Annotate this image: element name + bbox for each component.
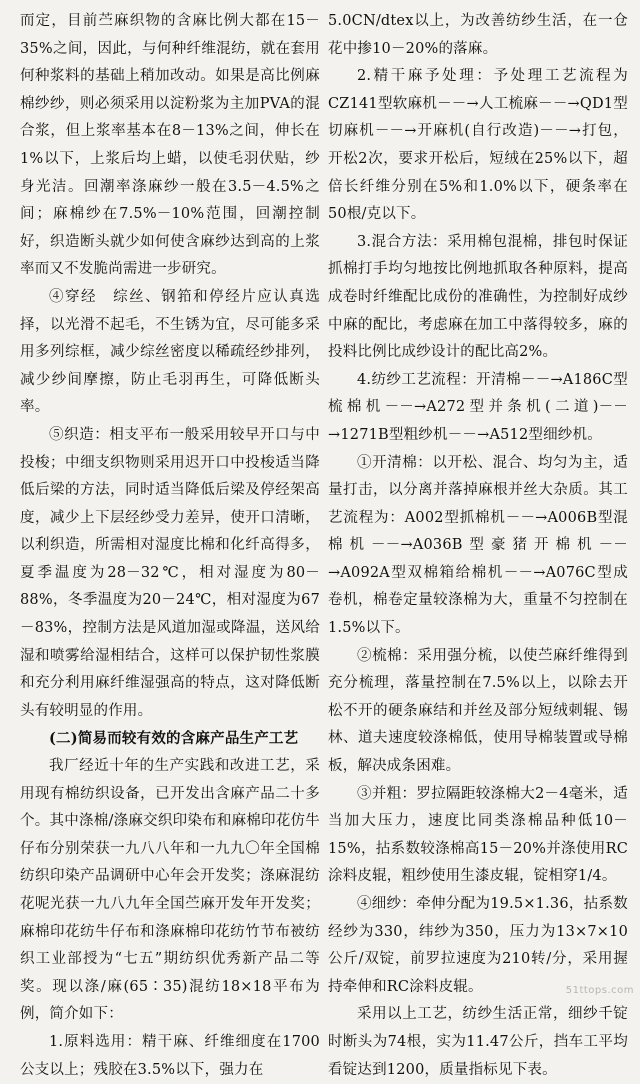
paragraph-carding: ②梳棉：采用强分梳，以使苎麻纤维得到充分梳理，落量控制在7.5%以上，以除去开松不开的硬条麻结和并丝及部分短绒刺辊、锡林、道夫速度较涤棉低，使用导棉装置或导棉板，解决成条困难。 <box>328 647 628 775</box>
left-column <box>20 8 320 1084</box>
paragraph-sizing-continued: 而定，目前苎麻织物的含麻比例大都在15－35%之间，因此，与何种纤维混纺，就在套用何种浆料的基础上稍加改动。如果是高比例麻棉纱纱，则必须采用以淀粉浆为主加PVA的混合浆，但上浆率基本在8－13%之间，伸长在1%以下，上浆后均上蜡，以使毛羽伏贴，纱身光洁。回潮率涤麻纱一般在3.5－4.5%之间；麻棉纱在7.5%－10%范围，回潮控制好，织造断头就少如何使含麻纱达到高的上浆率而又不发脆尚需进一步研究。 <box>20 13 320 278</box>
paragraph-results: 采用以上工艺，纺纱生活正常，细纱千锭时断头为74根，实为11.47公斤，挡车工平均看锭达到1200，质量指标见下表。 <box>328 1006 628 1078</box>
paragraph-weaving: ⑤织造：相支平布一般采用较早开口与中投梭；中细支织物则采用迟开口中投梭适当降低后梁的方法，同时适当降低后梁及停经架高度，减少上下层经纱受力差异，使开口清晰，以利织造，所需相对湿度比棉和化纤高得多，夏季温度为28－32℃，相对湿度为80－88%，冬季温度为20－24℃，相对湿度为67－83%，控制方法是风道加湿或降温，送风给湿和喷雾给湿相结合，这样可以保护韧性浆膜和充分利用麻纤维湿强高的特点，这对降低断头有较明显的作用。 <box>20 426 320 719</box>
paragraph-raw-material: 1.原料选用：精干麻、纤维细度在1700公支以上；残胶在3.5%以下，强力在 <box>20 1033 320 1078</box>
paragraph-raw-material-continued: 5.0CN/dtex以上，为改善纺纱生活，在一仓花中掺10－20%的落麻。 <box>328 13 628 57</box>
paragraph-products-intro: 我厂经近十年的生产实践和改进工艺，采用现有棉纺织设备，已开发出含麻产品二十多个。其中涤棉/涤麻交织印染布和麻棉印花仿牛仔布分别荣获一九八八年和一九九〇年全国棉纺织印染产品调研中心年会开发奖；涤麻混纺花呢光获一九八九年全国苎麻开发年开发奖；麻棉印花纺牛仔布和涤麻棉印花纺竹节布被纺织工业部授为“七五”期纺织优秀新产品二等奖。现以涤/麻(65∶35)混纺18×18平布为例，简介如下： <box>20 758 320 1023</box>
section-heading-process: (二)简易而较有效的含麻产品生产工艺 <box>49 730 299 748</box>
paragraph-spinning-flow: 4.纺纱工艺流程：开清棉－－→A186C型梳棉机－－→A272型并条机(二道)－－→1271B型粗纱机－－→A512型细纱机。 <box>328 371 628 443</box>
paragraph-mixing: 3.混合方法：采用棉包混棉，排包时保证抓棉打手均匀地按比例地抓取各种原料，提高成卷时纤维配比成份的准确性，为控制好成纱中麻的配比，考虑麻在加工中落得较多，麻的投料比例比成纱设计的配比高2%。 <box>328 233 628 361</box>
paragraph-drawing-in: ④穿经 综丝、钢筘和停经片应认真选择，以光滑不起毛，不生锈为宜，尽可能多采用多列综框，减少综丝密度以稀疏经纱排列，减少纱间摩擦，防止毛羽再生，可降低断头率。 <box>20 288 320 416</box>
paragraph-pretreatment: 2.精干麻予处理：予处理工艺流程为CZ141型软麻机－－→人工梳麻－－→QD1型切麻机－－→开麻机(自行改造)－－→打包，开松2次，要求开松后，短绒在25%以下，超倍长纤维分别在5%和1.0%以下，硬条率在50根/克以下。 <box>328 68 628 223</box>
paragraph-drawing-roving: ③并粗：罗拉隔距较涤棉大2－4毫米，适当加大压力，速度比同类涤棉品种低10－15%，拈系数较涤棉高15－20%并涤使用RC涂料皮辊，粗纱使用生漆皮辊，锭相穿1/4。 <box>328 785 628 885</box>
paragraph-spinning: ④细纱：牵伸分配为19.5×1.36，拈系数经纱为330，纬纱为350，压力为13×7×10公斤/双锭，前罗拉速度为210转/分，采用握持牵伸和RC涂料皮辊。 <box>328 896 628 995</box>
watermark: 51ttops.com <box>565 985 634 996</box>
right-column <box>328 8 628 1084</box>
paragraph-opening-cleaning: ①开清棉：以开松、混合、均匀为主，适量打击，以分离并落掉麻根并丝大杂质。其工艺流程为：A002型抓棉机－－→A006B型混棉机－－→A036B型豪猪开棉机－－→A092A型双棉箱给棉机－－→A076C型成卷机，棉卷定量较涤棉为大，重量不匀控制在1.5%以下。 <box>328 454 628 637</box>
